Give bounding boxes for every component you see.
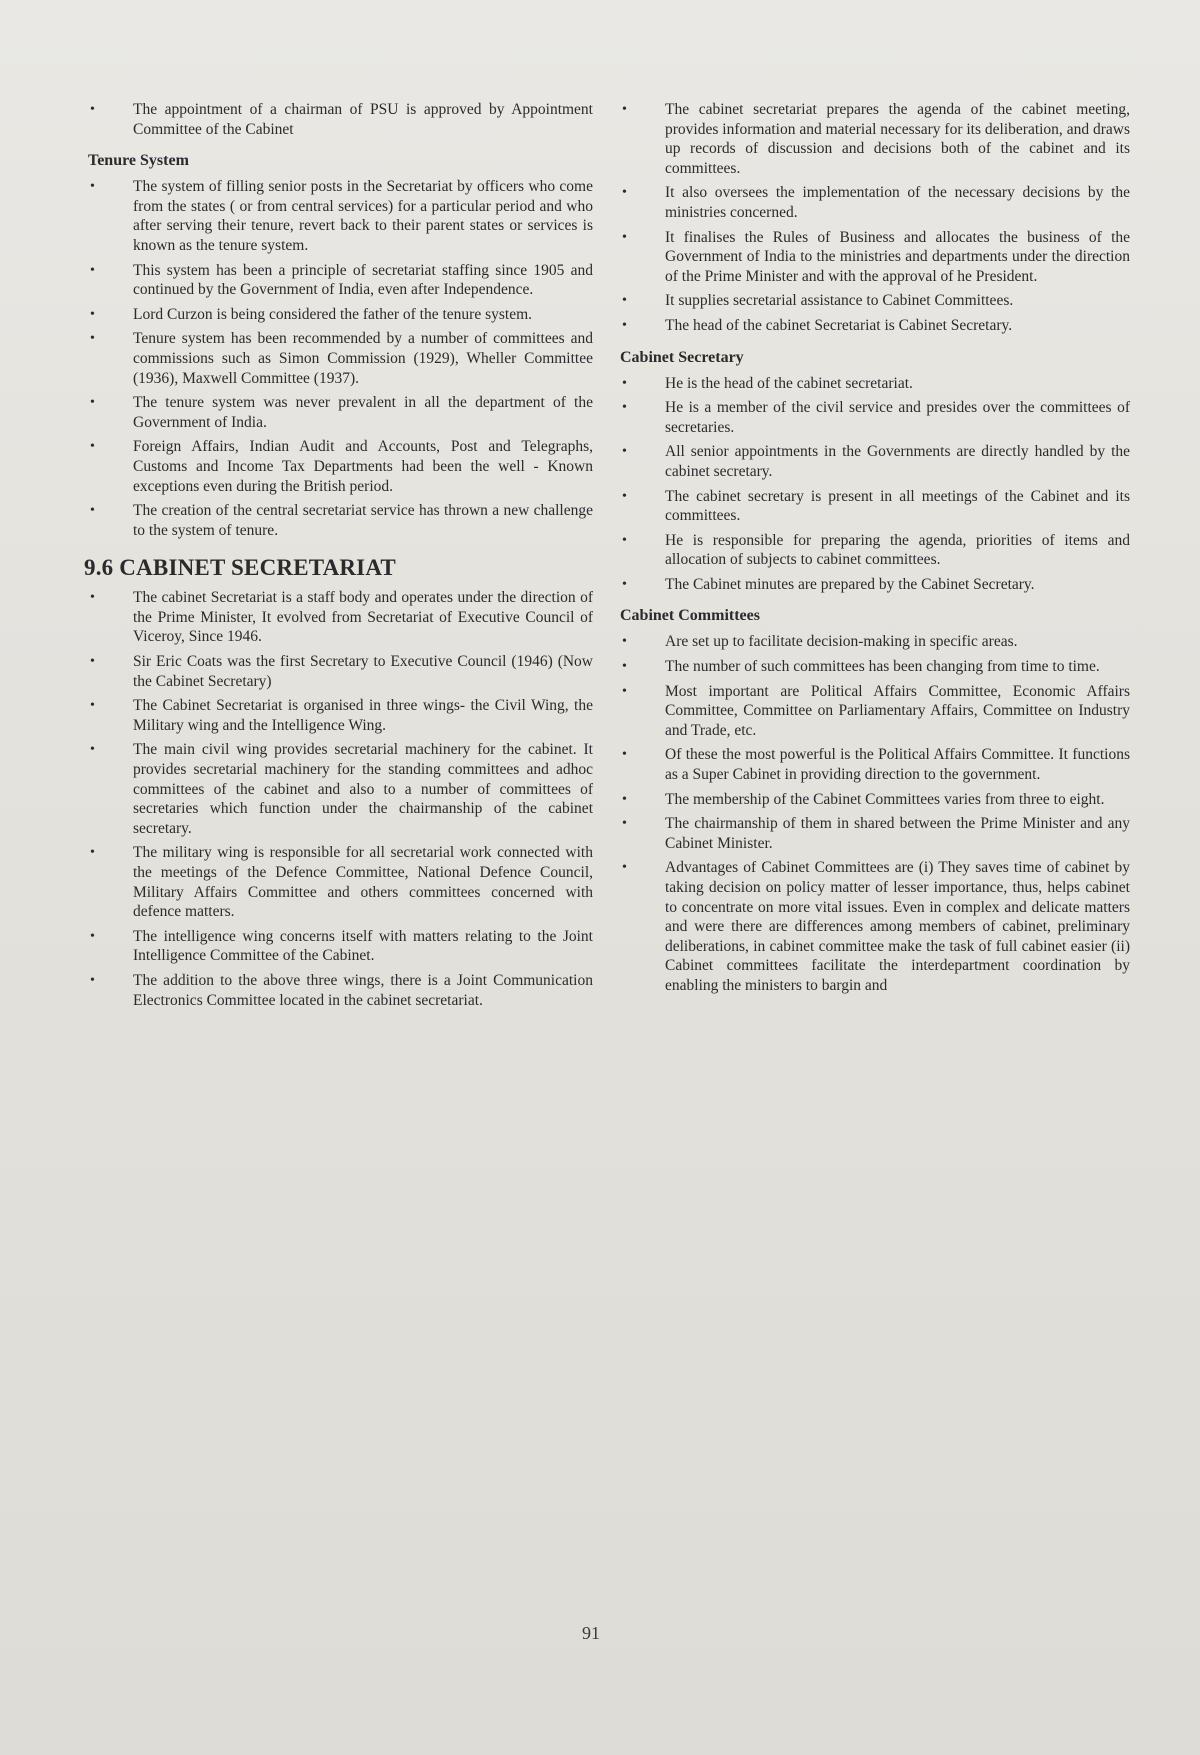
cabinet-secretary-heading: Cabinet Secretary — [620, 348, 744, 366]
list-item: • The main civil wing provides secretarial machinery for the cabinet. It provides secretarial machinery for the standing committees and adhoc committees of the cabinet and also to a number of committees of secretaries which function under the chairmanship of the cabinet secretary. — [88, 740, 593, 838]
list-item: • It finalises the Rules of Business and allocates the business of the Government of India to the ministries and departments under the direction of the Prime Minister and with the approval of he President. — [620, 228, 1130, 287]
list-item: • Sir Eric Coats was the first Secretary to Executive Council (1946) (Now the Cabinet Secretary) — [88, 652, 593, 691]
list-item: • Tenure system has been recommended by a number of committees and commissions such as Simon Commission (1929), Wheller Committee (1936), Maxwell Committee (1937). — [88, 329, 593, 388]
list-item: • The system of filling senior posts in the Secretariat by officers who come from the states ( or from central services) for a particular period and who after serving their tenure, revert back to their parent states or services is known as the tenure system. — [88, 177, 593, 255]
list-item: • Of these the most powerful is the Political Affairs Committee. It functions as a Super Cabinet in providing direction to the government. — [620, 745, 1130, 784]
list-item: • The Cabinet minutes are prepared by the Cabinet Secretary. — [620, 575, 1130, 595]
list-item: • Foreign Affairs, Indian Audit and Accounts, Post and Telegraphs, Customs and Income Tax Departments had been the well - Known exceptions even during the British period. — [88, 437, 593, 496]
list-item: • This system has been a principle of secretariat staffing since 1905 and continued by the Government of India, even after Independence. — [88, 261, 593, 300]
list-item: • The tenure system was never prevalent in all the department of the Government of India. — [88, 393, 593, 432]
list-item: • All senior appointments in the Governments are directly handled by the cabinet secretary. — [620, 442, 1130, 481]
left-column — [84, 100, 593, 1015]
tenure-system-heading: Tenure System — [88, 152, 189, 170]
cabinet-secretariat-bullet-list — [88, 588, 593, 1010]
list-item: • The intelligence wing concerns itself with matters relating to the Joint Intelligence Committee of the Cabinet. — [88, 927, 593, 966]
page-number: 91 — [582, 1623, 600, 1643]
list-item: • Most important are Political Affairs Committee, Economic Affairs Committee, Committee on Parliamentary Affairs, Committee on Industry and Trade, etc. — [620, 682, 1130, 741]
list-item: • The cabinet secretary is present in all meetings of the Cabinet and its committees. — [620, 487, 1130, 526]
list-item: • The head of the cabinet Secretariat is Cabinet Secretary. — [620, 316, 1130, 336]
list-item: • The appointment of a chairman of PSU is approved by Appointment Committee of the Cabinet — [88, 100, 593, 139]
list-item: • The cabinet Secretariat is a staff body and operates under the direction of the Prime Minister, It evolved from Secretariat of Executive Council of Viceroy, Since 1946. — [88, 588, 593, 647]
list-item: • Lord Curzon is being considered the father of the tenure system. — [88, 305, 593, 325]
list-item: • It also oversees the implementation of the necessary decisions by the ministries concerned. — [620, 183, 1130, 222]
cabinet-committees-bullet-list — [620, 632, 1130, 995]
right-column — [620, 100, 1130, 1001]
list-item: • The number of such committees has been changing from time to time. — [620, 657, 1130, 677]
cabinet-committees-heading: Cabinet Committees — [620, 607, 760, 625]
list-item: • He is a member of the civil service and presides over the committees of secretaries. — [620, 398, 1130, 437]
list-item: • He is responsible for preparing the agenda, priorities of items and allocation of subjects to cabinet committees. — [620, 531, 1130, 570]
list-item: • The chairmanship of them in shared between the Prime Minister and any Cabinet Minister. — [620, 814, 1130, 853]
tenure-bullet-list — [88, 177, 593, 540]
list-item: • The addition to the above three wings, there is a Joint Communication Electronics Committee located in the cabinet secretariat. — [88, 971, 593, 1010]
secretariat-functions-bullet-list — [620, 100, 1130, 336]
list-item: • He is the head of the cabinet secretariat. — [620, 374, 1130, 394]
list-item: • The cabinet secretariat prepares the agenda of the cabinet meeting, provides information and material necessary for its deliberation, and draws up records of discussion and decisions both of the cabinet and its committees. — [620, 100, 1130, 178]
list-item: • The membership of the Cabinet Committees varies from three to eight. — [620, 790, 1130, 810]
list-item: • Are set up to facilitate decision-making in specific areas. — [620, 632, 1130, 652]
list-item: • The creation of the central secretariat service has thrown a new challenge to the system of tenure. — [88, 501, 593, 540]
cabinet-secretary-bullet-list — [620, 374, 1130, 595]
list-item: • The Cabinet Secretariat is organised in three wings- the Civil Wing, the Military wing and the Intelligence Wing. — [88, 696, 593, 735]
list-item: • Advantages of Cabinet Committees are (i) They saves time of cabinet by taking decision on policy matter of lesser importance, thus, helps cabinet to concentrate on more vital issues. Even in complex and delicate matters and were there are differences among members of cabinet, preliminary deliberations, in cabinet committee make the task of full cabinet easier (ii) Cabinet committees facilitate the interdepartment coordination by enabling the ministers to bargin and — [620, 858, 1130, 995]
list-item: • The military wing is responsible for all secretarial work connected with the meetings of the Defence Committee, National Defence Council, Military Affairs Committee and others committees concerned with defence matters. — [88, 843, 593, 921]
list-item: • It supplies secretarial assistance to Cabinet Committees. — [620, 291, 1130, 311]
section-title: 9.6 CABINET SECRETARIAT — [84, 555, 396, 581]
intro-bullet-list — [88, 100, 593, 139]
